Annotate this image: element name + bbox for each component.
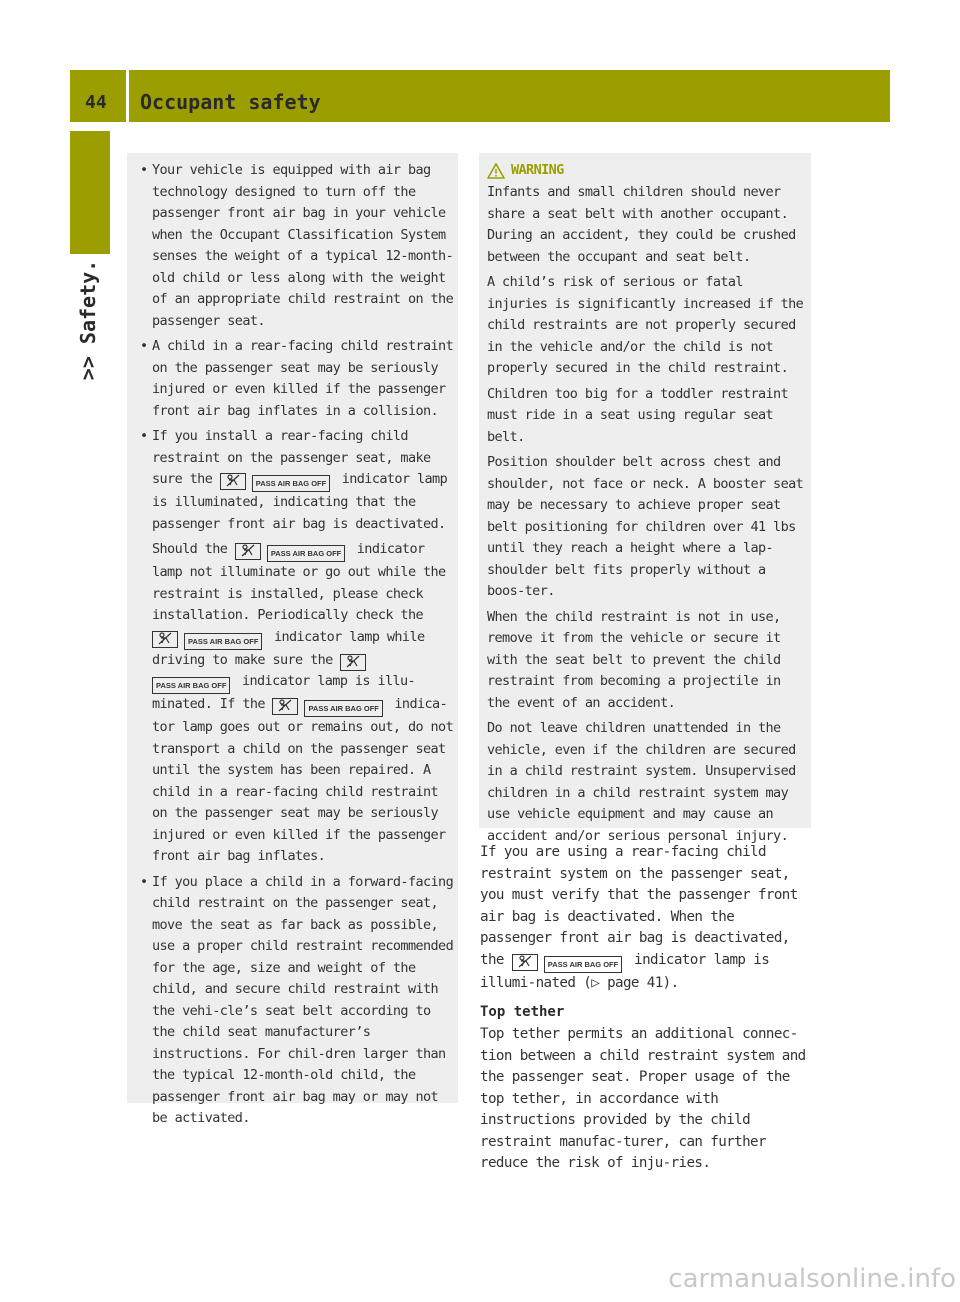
airbag-off-icon: PASS AIR BAG OFF bbox=[304, 700, 382, 717]
page-title: Occupant safety bbox=[140, 90, 321, 114]
page-ref-arrow-icon: ▷ bbox=[591, 974, 600, 991]
bullet-text: indicator lamp is illuminated, indicating that the passenger front air bag is deactivated. bbox=[152, 471, 448, 532]
page-number: 44 bbox=[85, 92, 107, 113]
warning-icon bbox=[487, 163, 505, 179]
child-seat-icon bbox=[340, 654, 366, 671]
warning-title: WARNING bbox=[511, 162, 564, 179]
airbag-off-icon: PASS AIR BAG OFF bbox=[252, 475, 330, 492]
bullet-text: Your vehicle is equipped with air bag technology designed to turn off the passenger front air bag in your vehicle when the Occupant Classification System senses the weight of a typical 12-month-old child or less along with the weight of an appropriate child restraint on the passenger seat. bbox=[152, 162, 454, 329]
airbag-off-icon: PASS AIR BAG OFF bbox=[267, 545, 345, 562]
section-heading: Top tether bbox=[480, 1004, 565, 1020]
right-body bbox=[480, 842, 812, 1175]
warning-paragraph: A child’s risk of serious or fatal injuries is significantly increased if the child restraints are not properly secured in the vehicle and/or the child is not properly secured in the child restraint. bbox=[487, 274, 804, 376]
bullet-text: If you place a child in a forward-facing child restraint on the passenger seat, move the seat as far back as possible, use a proper child restraint recommended for the age, size and weight of the child, and secure child restraint with the vehi-cle’s seat belt according to the child seat manufacturer’s instructions. For chil-dren larger than the typical 12-month-old child, the passenger front air bag may or may not be activated. bbox=[152, 873, 454, 1126]
bullet-text: indicator lamp is illu-minated. If the bbox=[152, 673, 416, 712]
list-item bbox=[138, 872, 454, 1130]
bullet-text: indicator lamp not illuminate or go out while the restraint is installed, please check installation. Periodically check the bbox=[152, 541, 446, 623]
list-item bbox=[138, 426, 454, 868]
airbag-off-icon: PASS AIR BAG OFF bbox=[152, 677, 230, 694]
bullet-text: A child in a rear-facing child restraint on the passenger seat may be seriously injured or even killed if the passenger front air bag inflates in a collision. bbox=[152, 338, 454, 419]
child-seat-icon bbox=[152, 631, 178, 648]
bullet-text: indicator lamp while driving to make sure the bbox=[152, 628, 425, 668]
warning-paragraph: Infants and small children should never share a seat belt with another occupant. During an accident, they could be crushed between the occupant and seat belt. bbox=[487, 184, 796, 265]
section-label: >> Safety. bbox=[76, 259, 100, 381]
section-marker bbox=[70, 131, 110, 254]
warning-paragraph: Children too big for a toddler restraint must ride in a seat using regular seat belt. bbox=[487, 385, 789, 445]
child-seat-icon bbox=[512, 954, 538, 971]
watermark: carmanualsonline.info bbox=[668, 1264, 956, 1294]
list-item bbox=[138, 336, 454, 422]
warning-paragraph: Do not leave children unattended in the vehicle, even if the children are secured in a child restraint system. Unsupervised children in a child restraint system may use vehicle equipment and may cause an accident and/or serious personal injury. bbox=[487, 720, 796, 844]
bullet-text: If you install a rear-facing child restraint on the passenger seat, make sure the bbox=[152, 428, 431, 487]
body-paragraph bbox=[480, 842, 812, 994]
page-ref-link[interactable]: page 41). bbox=[599, 974, 679, 991]
warning-header bbox=[487, 160, 805, 182]
child-seat-icon bbox=[220, 473, 246, 490]
airbag-off-icon: PASS AIR BAG OFF bbox=[544, 956, 622, 973]
header-divider bbox=[126, 70, 129, 122]
warning-box bbox=[487, 160, 805, 851]
warning-paragraph: Position shoulder belt across chest and shoulder, not face or neck. A booster seat may be necessary to achieve proper seat belt positioning for children over 41 lbs until they reach a height where a lap-shoulder belt fits properly without a boos-ter. bbox=[487, 454, 804, 599]
airbag-off-icon: PASS AIR BAG OFF bbox=[184, 633, 262, 650]
bullet-text: indica-tor lamp goes out or remains out, do not transport a child on the passenger seat until the system has been repaired. A child in a rear-facing child restraint on the passenger seat may be seriously injured or even killed if the passenger front air bag inflates. bbox=[152, 696, 454, 864]
body-paragraph: Top tether permits an additional connec-tion between a child restraint system and the passenger seat. Proper usage of the top tether, in accordance with instructions provided by the child restraint manufac-turer, can further reduce the risk of inju-ries. bbox=[480, 1026, 806, 1171]
bullet-text: Should the bbox=[152, 541, 228, 557]
body-text: indicator lamp is illumi-nated ( bbox=[480, 951, 770, 991]
child-seat-icon bbox=[272, 698, 298, 715]
warning-paragraph: When the child restraint is not in use, remove it from the vehicle or secure it with the seat belt to prevent the child restraint from becoming a projectile in the event of an accident. bbox=[487, 608, 781, 711]
list-item bbox=[138, 160, 454, 332]
body-text: If you are using a rear-facing child restraint system on the passenger seat, you must verify that the passenger front air bag is deactivated. When the passenger front air bag is deactivated, the bbox=[480, 844, 798, 968]
bullet-list bbox=[138, 160, 454, 1134]
child-seat-icon bbox=[235, 543, 261, 560]
